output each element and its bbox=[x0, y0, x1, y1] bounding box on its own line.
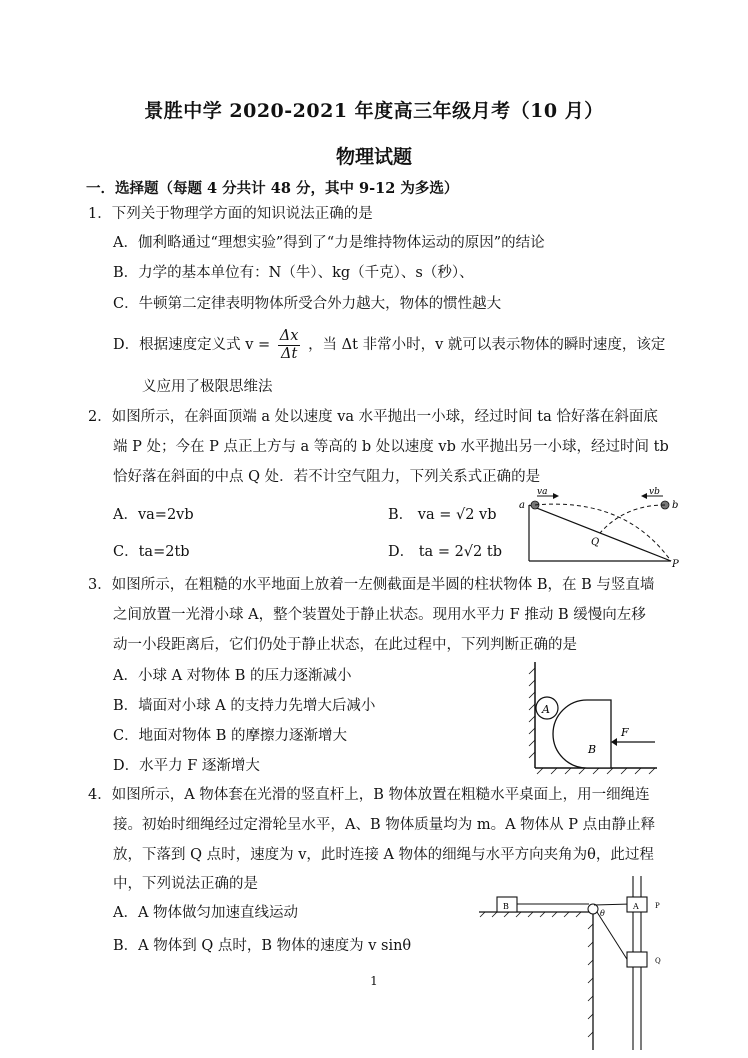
q2-line3: 恰好落在斜面的中点 Q 处．若不计空气阻力，下列关系式正确的是 bbox=[113, 469, 541, 485]
incline-projectile-figure bbox=[515, 487, 685, 569]
fig-label-force-f: F bbox=[621, 726, 629, 739]
q3-line3: 动一小段距离后，它们仍处于静止状态，在此过程中，下列判断正确的是 bbox=[113, 637, 577, 653]
q4-line2: 接。初始时细绳经过定滑轮呈水平，A、B 物体质量均为 m。A 物体从 P 点由静止释 bbox=[113, 817, 656, 833]
exam-subtitle: 物理试题 bbox=[335, 146, 412, 168]
wall-ball-block-figure bbox=[525, 660, 665, 775]
q4-line3: 放，下落到 Q 点时，速度为 v，此时连接 A 物体的细绳与水平方向夹角为θ，此过程 bbox=[113, 847, 654, 863]
fig4-label-p: P bbox=[655, 902, 660, 910]
fig-label-ball-a: A bbox=[542, 703, 550, 716]
fig-label-q: Q bbox=[591, 537, 600, 548]
fig4-label-q: Q bbox=[655, 957, 661, 965]
fraction-denominator: Δt bbox=[280, 345, 298, 362]
fig4-label-a: A bbox=[633, 902, 639, 911]
q1-option-d bbox=[113, 326, 665, 364]
q1-d-prefix: D．根据速度定义式 v = bbox=[113, 337, 271, 353]
q2-option-c: C．ta=2tb bbox=[113, 544, 190, 560]
q2-option-d: D． ta = 2√2 tb bbox=[388, 544, 502, 560]
q1-d-suffix: ，当 Δt 非常小时，v 就可以表示物体的瞬时速度，该定 bbox=[308, 337, 666, 353]
q1-option-b: B．力学的基本单位有：N（牛）、kg（千克）、s（秒）、 bbox=[113, 265, 474, 281]
q1-option-a: A．伽利略通过“理想实验”得到了“力是维持物体运动的原因”的结论 bbox=[113, 235, 545, 251]
q2-line2: 端 P 处；今在 P 点正上方与 a 等高的 b 处以速度 vb 水平抛出另一小球，经过时间 tb bbox=[113, 439, 669, 455]
q1-option-d-cont: 义应用了极限思维法 bbox=[142, 379, 273, 395]
velocity-fraction bbox=[278, 328, 301, 363]
exam-title: 景胜中学 2020-2021 年度高三年级月考（10 月） bbox=[144, 100, 604, 122]
q2-option-b: B． va = √2 vb bbox=[388, 507, 497, 523]
q3-option-a: A．小球 A 对物体 B 的压力逐渐减小 bbox=[113, 668, 352, 684]
fig-label-a: a bbox=[519, 500, 525, 511]
fig-label-va: va bbox=[537, 487, 548, 497]
q4-option-b: B．A 物体到 Q 点时，B 物体的速度为 v sinθ bbox=[113, 938, 412, 954]
q1-stem: 1．下列关于物理学方面的知识说法正确的是 bbox=[88, 206, 373, 222]
fig-label-b: b bbox=[672, 500, 679, 511]
fig4-label-theta: θ bbox=[600, 909, 605, 918]
q1-option-c: C．牛顿第二定律表明物体所受合外力越大，物体的惯性越大 bbox=[113, 296, 502, 312]
fraction-numerator: Δx bbox=[279, 327, 299, 344]
q2-option-a: A．va=2vb bbox=[113, 507, 194, 523]
fig-label-vb: vb bbox=[649, 487, 660, 497]
q3-line1: 3．如图所示，在粗糙的水平地面上放着一左侧截面是半圆的柱状物体 B，在 B 与竖直墙 bbox=[88, 577, 655, 593]
section-heading: 一．选择题（每题 4 分共计 48 分，其中 9-12 为多选） bbox=[86, 180, 459, 197]
pulley-rod-figure bbox=[475, 872, 675, 1052]
fig-label-p: P bbox=[672, 559, 679, 569]
fig-label-block-b: B bbox=[588, 743, 597, 756]
q2-line1: 2．如图所示，在斜面顶端 a 处以速度 va 水平抛出一小球，经过时间 ta 恰好落在斜面底 bbox=[88, 409, 658, 425]
q4-line4: 中，下列说法正确的是 bbox=[113, 876, 258, 892]
page-number: 1 bbox=[370, 974, 378, 988]
q4-line1: 4．如图所示，A 物体套在光滑的竖直杆上，B 物体放置在粗糙水平桌面上，用一细绳连 bbox=[88, 787, 650, 803]
q3-option-c: C．地面对物体 B 的摩擦力逐渐增大 bbox=[113, 728, 347, 744]
fig4-label-b: B bbox=[503, 902, 509, 911]
q3-option-d: D．水平力 F 逐渐增大 bbox=[113, 758, 260, 774]
q3-option-b: B．墙面对小球 A 的支持力先增大后减小 bbox=[113, 698, 376, 714]
q4-option-a: A．A 物体做匀加速直线运动 bbox=[113, 905, 299, 921]
q3-line2: 之间放置一光滑小球 A，整个装置处于静止状态。现用水平力 F 推动 B 缓慢向左移 bbox=[113, 607, 646, 623]
